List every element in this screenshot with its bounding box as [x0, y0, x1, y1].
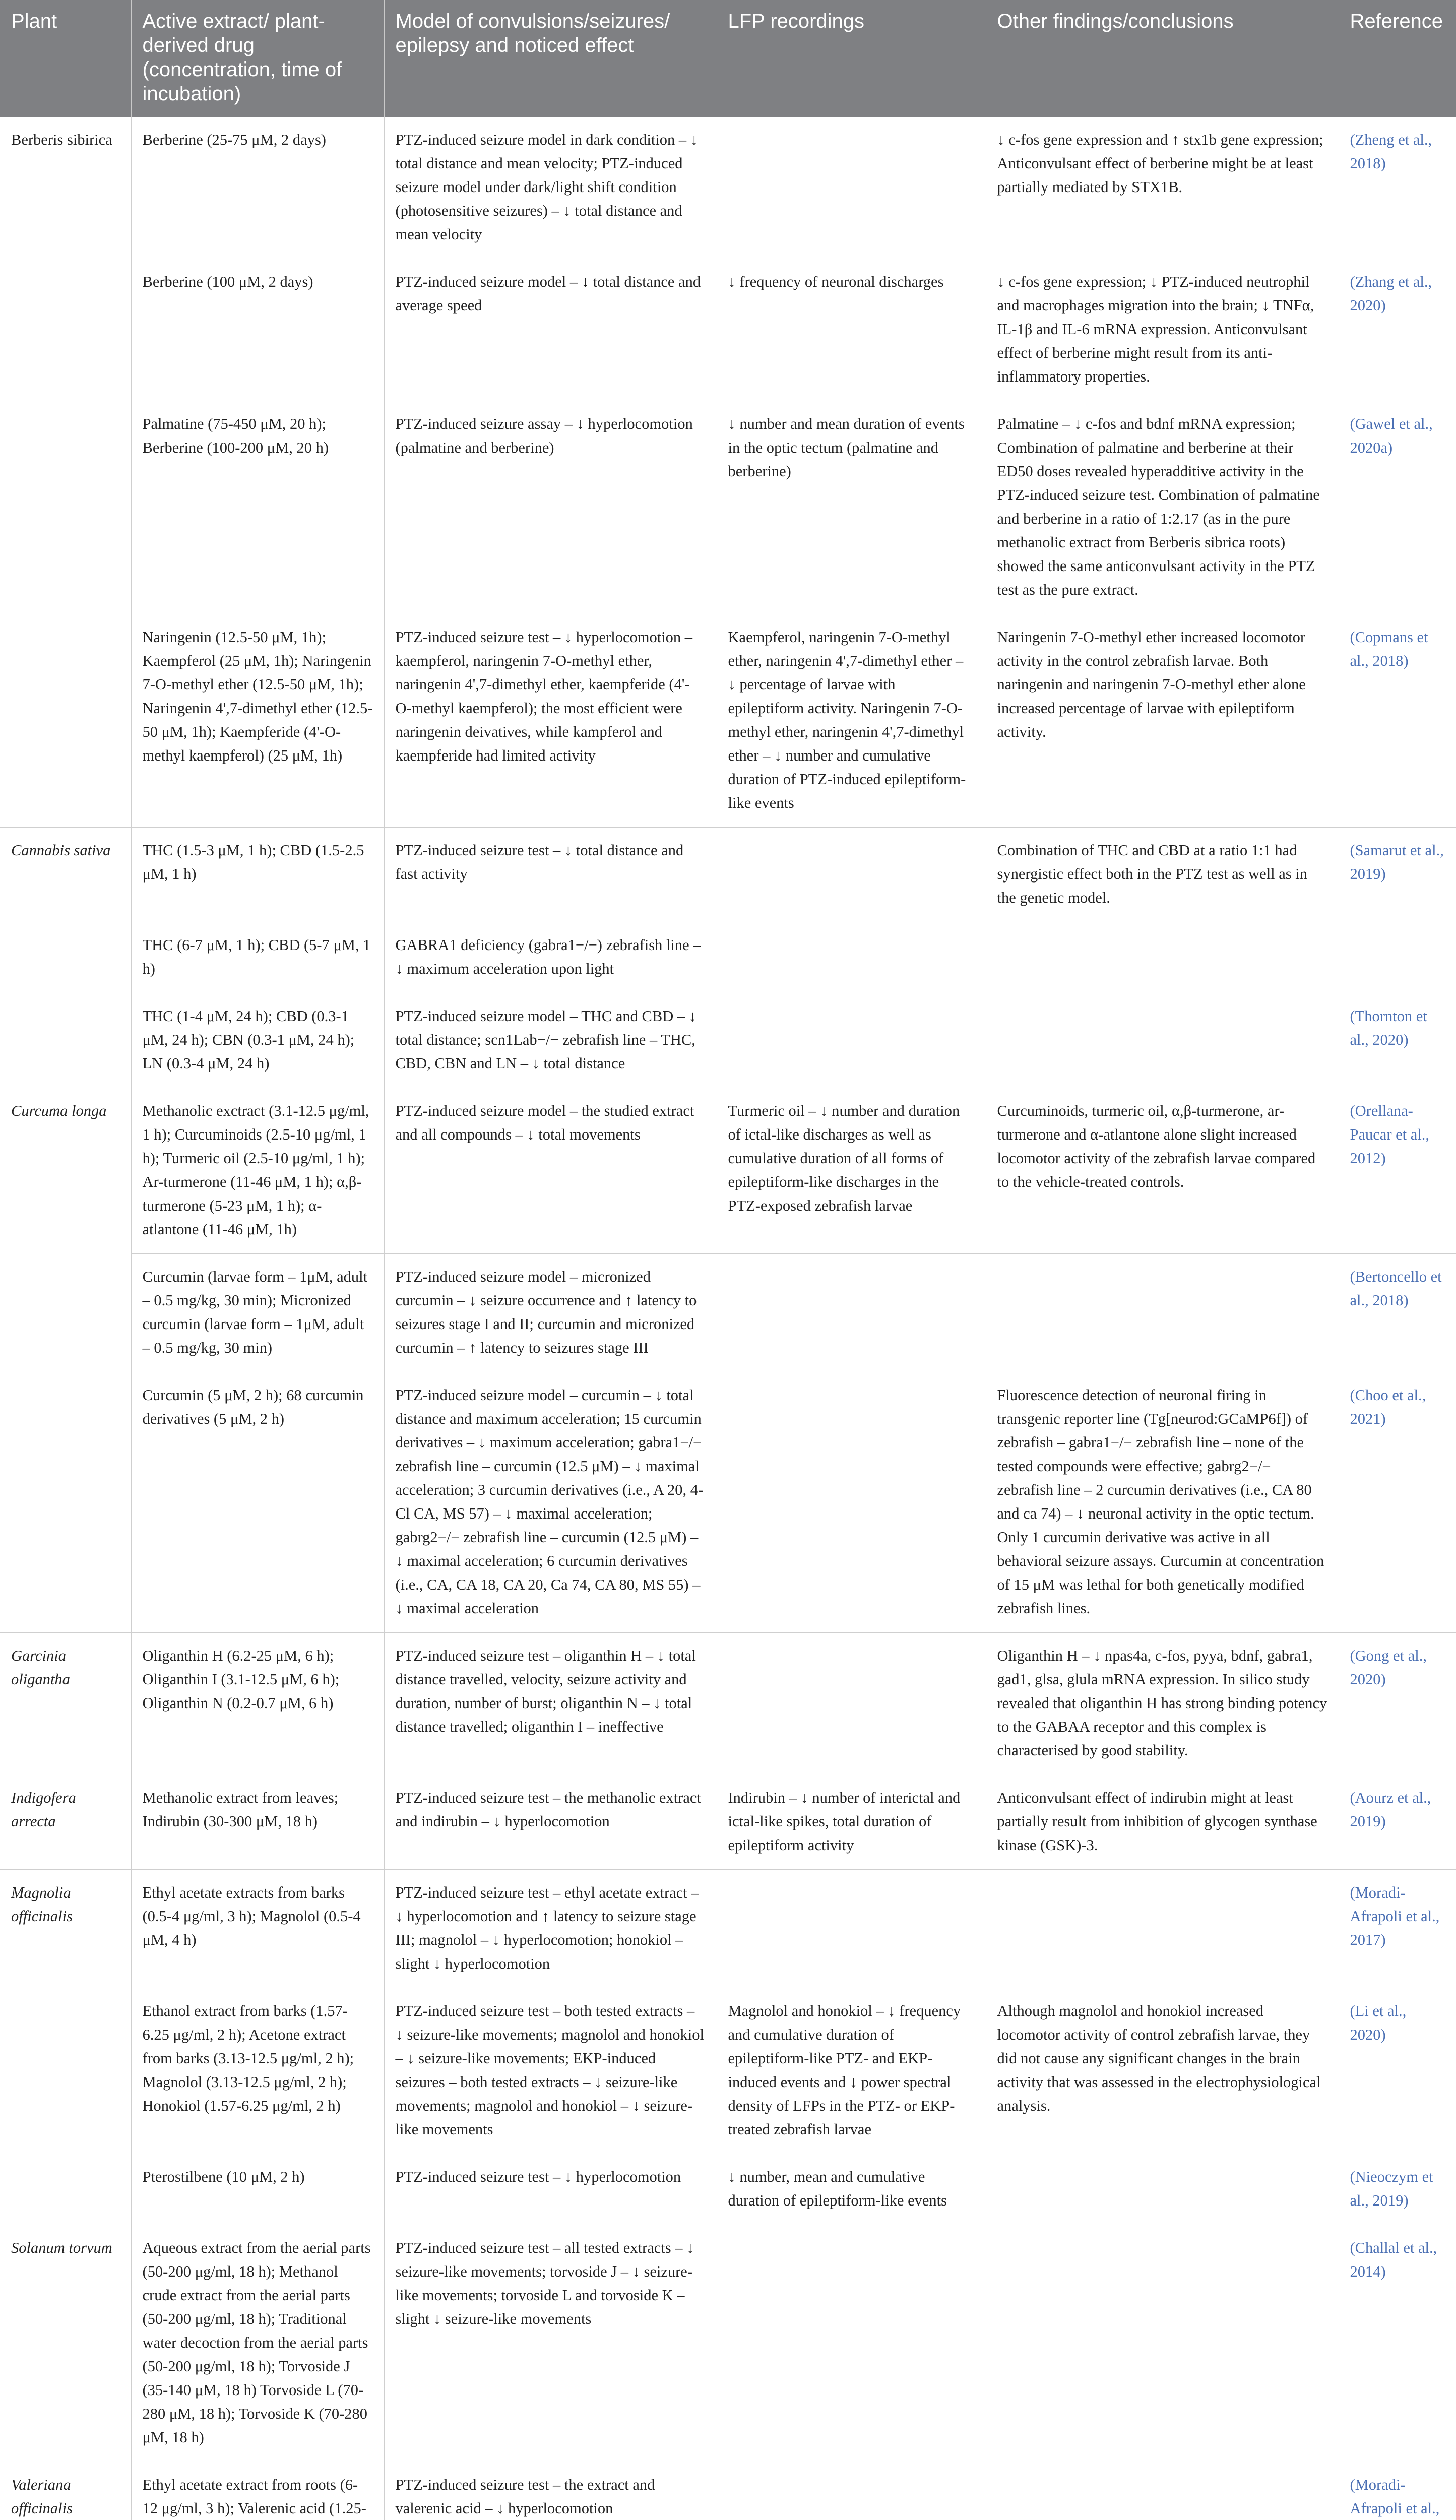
lfp-cell: ↓ number and mean duration of events in the optic tectum (palmatine and berberine) — [717, 401, 986, 614]
model-cell: PTZ-induced seizure test – the extract and valerenic acid – ↓ hyperlocomotion — [384, 2462, 717, 2520]
other-cell — [986, 2462, 1339, 2520]
extract-cell: Berberine (25-75 μM, 2 days) — [131, 117, 384, 259]
other-cell: Anticonvulsant effect of indirubin might at least partially result from inhibition of glycogen synthase kinase (GSK)-3. — [986, 1775, 1339, 1870]
lfp-cell: Magnolol and honokiol – ↓ frequency and cumulative duration of epileptiform-like PTZ- and EKP-induced events and ↓ power spectral density of LFPs in the PTZ- or EKP-treated zebrafish larvae — [717, 1988, 986, 2154]
extract-cell: THC (1-4 μM, 24 h); CBD (0.3-1 μM, 24 h); CBN (0.3-1 μM, 24 h); LN (0.3-4 μM, 24 h) — [131, 993, 384, 1088]
lfp-cell: Indirubin – ↓ number of interictal and ictal-like spikes, total duration of epileptiform activity — [717, 1775, 986, 1870]
reference-link[interactable]: (Choo et al., 2021) — [1339, 1372, 1456, 1633]
lfp-cell: ↓ frequency of neuronal discharges — [717, 259, 986, 401]
model-cell: PTZ-induced seizure test – the methanolic extract and indirubin – ↓ hyperlocomotion — [384, 1775, 717, 1870]
reference-link[interactable]: (Moradi-Afrapoli et al., 2017) — [1339, 1870, 1456, 1988]
reference-link[interactable]: (Nieoczym et al., 2019) — [1339, 2154, 1456, 2225]
other-cell: Combination of THC and CBD at a ratio 1:1 had synergistic effect both in the PTZ test as well as in the genetic model. — [986, 828, 1339, 922]
plant-cell: Cannabis sativa — [0, 828, 131, 1088]
lfp-cell — [717, 1633, 986, 1775]
model-cell: PTZ-induced seizure model in dark condition – ↓ total distance and mean velocity; PTZ-induced seizure model under dark/light shift condition (photosensitive seizures) – ↓ total distance and mean velocity — [384, 117, 717, 259]
extract-cell: Palmatine (75-450 μM, 20 h); Berberine (100-200 μM, 20 h) — [131, 401, 384, 614]
lfp-cell — [717, 828, 986, 922]
table-row — [0, 1372, 1456, 1633]
extract-cell: Methanolic exctract (3.1-12.5 μg/ml, 1 h); Curcuminoids (2.5-10 μg/ml, 1 h); Turmeric oil (2.5-10 μg/ml, 1 h); Ar-turmerone (11-46 μM, 1 h); α,β-turmerone (5-23 μM, 1 h); α-atlantone (11-46 μM, 1h) — [131, 1088, 384, 1254]
lfp-cell — [717, 117, 986, 259]
reference-link[interactable]: (Li et al., 2020) — [1339, 1988, 1456, 2154]
plant-cell: Indigofera arrecta — [0, 1775, 131, 1870]
table-row — [0, 2154, 1456, 2225]
table-row — [0, 1633, 1456, 1775]
reference-link[interactable]: (Samarut et al., 2019) — [1339, 828, 1456, 922]
table-row — [0, 2462, 1456, 2520]
other-cell — [986, 922, 1339, 993]
model-cell: PTZ-induced seizure model – ↓ total distance and average speed — [384, 259, 717, 401]
model-cell: PTZ-induced seizure test – ethyl acetate extract – ↓ hyperlocomotion and ↑ latency to seizure stage III; magnolol – ↓ hyperlocomotion; honokiol – slight ↓ hyperlocomotion — [384, 1870, 717, 1988]
other-cell: Palmatine – ↓ c-fos and bdnf mRNA expression; Combination of palmatine and berberine at their ED50 doses revealed hyperadditive activity in the PTZ-induced seizure test. Combination of palmatine and berberine in a ratio of 1:2.17 (as in the pure methanolic extract from Berberis sibrica roots) showed the same anticonvulsant activity in the PTZ test as the pure extract. — [986, 401, 1339, 614]
table-row — [0, 993, 1456, 1088]
other-cell — [986, 2225, 1339, 2462]
table-row — [0, 614, 1456, 828]
table-row — [0, 259, 1456, 401]
extract-cell: Naringenin (12.5-50 μM, 1h); Kaempferol (25 μM, 1h); Naringenin 7-O-methyl ether (12.5-50 μM, 1h); Naringenin 4',7-dimethyl ether (12.5-50 μM, 1h); Kaempferide (4'-O-methyl kaempferol) (25 μM, 1h) — [131, 614, 384, 828]
lfp-cell — [717, 993, 986, 1088]
other-cell: Although magnolol and honokiol increased locomotor activity of control zebrafish larvae, they did not cause any significant changes in the brain activity that was assessed in the electrophysiological analysis. — [986, 1988, 1339, 2154]
plant-cell: Berberis sibirica — [0, 117, 131, 828]
plant-cell: Curcuma longa — [0, 1088, 131, 1633]
reference-link[interactable]: (Challal et al., 2014) — [1339, 2225, 1456, 2462]
other-cell — [986, 993, 1339, 1088]
extract-cell: Curcumin (larvae form – 1μM, adult – 0.5 mg/kg, 30 min); Micronized curcumin (larvae form – 1μM, adult – 0.5 mg/kg, 30 min) — [131, 1254, 384, 1372]
reference-link[interactable]: (Gong et al., 2020) — [1339, 1633, 1456, 1775]
extract-cell: Methanolic extract from leaves; Indirubin (30-300 μM, 18 h) — [131, 1775, 384, 1870]
extract-cell: Pterostilbene (10 μM, 2 h) — [131, 2154, 384, 2225]
extract-cell: Ethyl acetate extracts from barks (0.5-4 μg/ml, 3 h); Magnolol (0.5-4 μM, 4 h) — [131, 1870, 384, 1988]
lfp-cell: Kaempferol, naringenin 7-O-methyl ether, naringenin 4',7-dimethyl ether – ↓ percentage of larvae with epileptiform activity. Naringenin 7-O-methyl ether, naringenin 4',7-dimethyl ether – ↓ number and cumulative duration of PTZ-induced epileptiform-like events — [717, 614, 986, 828]
reference-link[interactable]: (Zhang et al., 2020) — [1339, 259, 1456, 401]
table-row — [0, 401, 1456, 614]
other-cell — [986, 2154, 1339, 2225]
table-row — [0, 2225, 1456, 2462]
lfp-cell: Turmeric oil – ↓ number and duration of ictal-like discharges as well as cumulative duration of all forms of epileptiform-like discharges in the PTZ-exposed zebrafish larvae — [717, 1088, 986, 1254]
model-cell: PTZ-induced seizure model – curcumin – ↓ total distance and maximum acceleration; 15 curcumin derivatives – ↓ maximum acceleration; gabra1−/− zebrafish line – curcumin (12.5 μM) – ↓ maximal acceleration; 3 curcumin derivatives (i.e., A 20, 4-Cl CA, MS 57) – ↓ maximal acceleration; gabrg2−/− zebrafish line – curcumin (12.5 μM) – ↓ maximal acceleration; 6 curcumin derivatives (i.e., CA, CA 18, CA 20, Ca 74, CA 80, MS 55) – ↓ maximal acceleration — [384, 1372, 717, 1633]
reference-link[interactable]: (Copmans et al., 2018) — [1339, 614, 1456, 828]
model-cell: PTZ-induced seizure test – oliganthin H – ↓ total distance travelled, velocity, seizure activity and duration, number of burst; oliganthin N – ↓ total distance travelled; oliganthin I – ineffective — [384, 1633, 717, 1775]
lfp-cell — [717, 1372, 986, 1633]
lfp-cell — [717, 1870, 986, 1988]
lfp-cell: ↓ number, mean and cumulative duration of epileptiform-like events — [717, 2154, 986, 2225]
reference-link[interactable]: (Orellana-Paucar et al., 2012) — [1339, 1088, 1456, 1254]
other-cell: Naringenin 7-O-methyl ether increased locomotor activity in the control zebrafish larvae. Both naringenin and naringenin 7-O-methyl ether alone increased percentage of larvae with epileptiform activity. — [986, 614, 1339, 828]
other-cell — [986, 1870, 1339, 1988]
other-cell: Curcuminoids, turmeric oil, α,β-turmerone, ar-turmerone and α-atlantone alone slight increased locomotor activity of the zebrafish larvae compared to the vehicle-treated controls. — [986, 1088, 1339, 1254]
plant-cell: Solanum torvum — [0, 2225, 131, 2462]
extract-cell: Curcumin (5 μM, 2 h); 68 curcumin derivatives (5 μM, 2 h) — [131, 1372, 384, 1633]
extract-cell: THC (6-7 μM, 1 h); CBD (5-7 μM, 1 h) — [131, 922, 384, 993]
table-row — [0, 922, 1456, 993]
table-row — [0, 1254, 1456, 1372]
other-cell: ↓ c-fos gene expression; ↓ PTZ-induced neutrophil and macrophages migration into the brain; ↓ TNFα, IL-1β and IL-6 mRNA expression. Anticonvulsant effect of berberine might result from its anti-inflammatory properties. — [986, 259, 1339, 401]
other-cell: Fluorescence detection of neuronal firing in transgenic reporter line (Tg[neurod:GCaMP6f]) of zebrafish – gabra1−/− zebrafish line – none of the tested compounds were effective; gabrg2−/− zebrafish line – 2 curcumin derivatives (i.e., CA 80 and ca 74) – ↓ neuronal activity in the optic tectum. Only 1 curcumin derivative was active in all behavioral seizure assays. Curcumin at concentration of 15 μM was lethal for both genetically modified zebrafish lines. — [986, 1372, 1339, 1633]
lfp-cell — [717, 922, 986, 993]
model-cell: GABRA1 deficiency (gabra1−/−) zebrafish line – ↓ maximum acceleration upon light — [384, 922, 717, 993]
table-row — [0, 1870, 1456, 1988]
header-row — [0, 0, 1456, 117]
reference-link[interactable]: (Aourz et al., 2019) — [1339, 1775, 1456, 1870]
header-reference: Reference — [1339, 0, 1456, 117]
model-cell: PTZ-induced seizure model – micronized curcumin – ↓ seizure occurrence and ↑ latency to seizures stage I and II; curcumin and micronized curcumin – ↑ latency to seizures stage III — [384, 1254, 717, 1372]
plant-cell: Magnolia officinalis — [0, 1870, 131, 2225]
table-row — [0, 828, 1456, 922]
table-row — [0, 1088, 1456, 1254]
header-other: Other findings/conclusions — [986, 0, 1339, 117]
table-row — [0, 1988, 1456, 2154]
reference-link[interactable]: (Thornton et al., 2020) — [1339, 993, 1456, 1088]
extract-cell: Ethyl acetate extract from roots (6-12 μg/ml, 3 h); Valerenic acid (1.25- — [131, 2462, 384, 2520]
plant-cell: Garcinia oligantha — [0, 1633, 131, 1775]
lfp-cell — [717, 2462, 986, 2520]
reference-link[interactable]: (Bertoncello et al., 2018) — [1339, 1254, 1456, 1372]
header-extract: Active extract/ plant-derived drug (concentration, time of incubation) — [131, 0, 384, 117]
model-cell: PTZ-induced seizure test – all tested extracts – ↓ seizure-like movements; torvoside J – ↓ seizure-like movements; torvoside L and torvoside K – slight ↓ seizure-like movements — [384, 2225, 717, 2462]
extract-cell: THC (1.5-3 μM, 1 h); CBD (1.5-2.5 μM, 1 h) — [131, 828, 384, 922]
table-row — [0, 1775, 1456, 1870]
lfp-cell — [717, 2225, 986, 2462]
plant-cell: Valeriana officinalis — [0, 2462, 131, 2520]
reference-link[interactable]: (Moradi-Afrapoli et al., — [1339, 2462, 1456, 2520]
model-cell: PTZ-induced seizure test – ↓ hyperlocomotion — [384, 2154, 717, 2225]
table-row — [0, 117, 1456, 259]
reference-link[interactable]: (Gawel et al., 2020a) — [1339, 401, 1456, 614]
reference-link[interactable]: (Zheng et al., 2018) — [1339, 117, 1456, 259]
other-cell: Oliganthin H – ↓ npas4a, c-fos, pyya, bdnf, gabra1, gad1, glsa, glula mRNA expression. In silico study revealed that oliganthin H has strong binding potency to the GABAA receptor and this complex is characterised by good stability. — [986, 1633, 1339, 1775]
model-cell: PTZ-induced seizure assay – ↓ hyperlocomotion (palmatine and berberine) — [384, 401, 717, 614]
model-cell: PTZ-induced seizure test – both tested extracts – ↓ seizure-like movements; magnolol and honokiol – ↓ seizure-like movements; EKP-induced seizures – both tested extracts – ↓ seizure-like movements; magnolol and honokiol – ↓ seizure-like movements — [384, 1988, 717, 2154]
model-cell: PTZ-induced seizure test – ↓ total distance and fast activity — [384, 828, 717, 922]
extract-cell: Oliganthin H (6.2-25 μM, 6 h); Oliganthin I (3.1-12.5 μM, 6 h); Oliganthin N (0.2-0.7 μM, 6 h) — [131, 1633, 384, 1775]
extract-cell: Ethanol extract from barks (1.57-6.25 μg/ml, 2 h); Acetone extract from barks (3.13-12.5 μg/ml, 2 h); Magnolol (3.13-12.5 μg/ml, 2 h); Honokiol (1.57-6.25 μg/ml, 2 h) — [131, 1988, 384, 2154]
model-cell: PTZ-induced seizure model – the studied extract and all compounds – ↓ total movements — [384, 1088, 717, 1254]
extract-cell: Berberine (100 μM, 2 days) — [131, 259, 384, 401]
model-cell: PTZ-induced seizure model – THC and CBD – ↓ total distance; scn1Lab−/− zebrafish line – THC, CBD, CBN and LN – ↓ total distance — [384, 993, 717, 1088]
header-plant: Plant — [0, 0, 131, 117]
extract-cell: Aqueous extract from the aerial parts (50-200 μg/ml, 18 h); Methanol crude extract from the aerial parts (50-200 μg/ml, 18 h); Traditional water decoction from the aerial parts (50-200 μg/ml, 18 h); Torvoside J (35-140 μM, 18 h) Torvoside L (70-280 μM, 18 h); Torvoside K (70-280 μM, 18 h) — [131, 2225, 384, 2462]
reference-link[interactable] — [1339, 922, 1456, 993]
model-cell: PTZ-induced seizure test – ↓ hyperlocomotion – kaempferol, naringenin 7-O-methyl ether, naringenin 4',7-dimethyl ether, kaempferide (4'-O-methyl kaempferol); the most efficient were naringenin deivatives, while kampferol and kaempferide had limited activity — [384, 614, 717, 828]
header-lfp: LFP recordings — [717, 0, 986, 117]
header-model: Model of convulsions/seizures/ epilepsy and noticed effect — [384, 0, 717, 117]
other-cell — [986, 1254, 1339, 1372]
lfp-cell — [717, 1254, 986, 1372]
other-cell: ↓ c-fos gene expression and ↑ stx1b gene expression; Anticonvulsant effect of berberine might be at least partially mediated by STX1B. — [986, 117, 1339, 259]
